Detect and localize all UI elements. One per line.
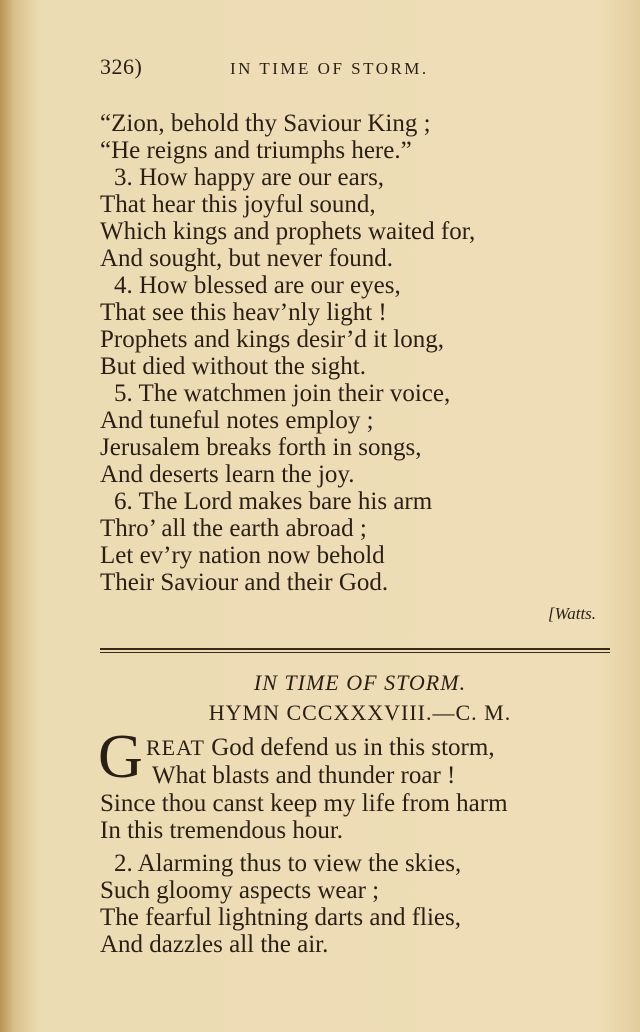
verse-line: And deserts learn the joy. — [100, 461, 355, 488]
verse-line: Thro’ all the earth abroad ; — [100, 515, 367, 542]
first-line-caps: REAT — [146, 735, 205, 760]
verse-line: Jerusalem breaks forth in songs, — [100, 434, 422, 461]
verse-line: What blasts and thunder roar ! — [152, 762, 456, 789]
verse-line: But died without the sight. — [100, 353, 366, 380]
verse-line: In this tremendous hour. — [100, 817, 344, 844]
verse-line: The fearful lightning darts and flies, — [100, 904, 461, 931]
section-title: IN TIME OF STORM. — [253, 670, 467, 695]
verse-line: 3. How happy are our ears, — [114, 164, 385, 191]
verse-line: “He reigns and triumphs here.” — [100, 137, 412, 164]
verse-line: 5. The watchmen join their voice, — [114, 380, 451, 407]
attribution: [Watts. — [548, 604, 597, 623]
verse-line: Prophets and kings desir’d it long, — [100, 326, 444, 353]
verse-line: That hear this joyful sound, — [100, 191, 376, 218]
drop-cap: G — [98, 723, 143, 791]
verse-line: 2. Alarming thus to view the skies, — [114, 850, 462, 877]
verse-line: Such gloomy aspects wear ; — [100, 877, 380, 904]
first-line-rest: God defend us in this storm, — [205, 734, 495, 761]
verse-line: 4. How blessed are our eyes, — [114, 272, 401, 299]
verse-line: “Zion, behold thy Saviour King ; — [100, 110, 431, 137]
verse-line: And sought, but never found. — [100, 245, 394, 272]
verse-line: Which kings and prophets waited for, — [100, 218, 476, 245]
hymn-title: HYMN CCCXXXVIII.—C. M. — [208, 700, 512, 725]
page-number: 326) — [100, 54, 143, 79]
page-header — [100, 54, 429, 80]
verse-line: That see this heav’nly light ! — [100, 299, 387, 326]
section-divider — [100, 648, 610, 653]
verse-line: And dazzles all the air. — [100, 931, 329, 958]
verse-line: Their Saviour and their God. — [100, 569, 389, 596]
verse-line: Let ev’ry nation now behold — [100, 542, 385, 569]
verse-line: And tuneful notes employ ; — [100, 407, 374, 434]
first-line — [146, 734, 495, 761]
running-title: IN TIME OF STORM. — [230, 59, 429, 78]
verse-line: Since thou canst keep my life from harm — [100, 790, 508, 817]
verse-line: 6. The Lord makes bare his arm — [114, 488, 433, 515]
